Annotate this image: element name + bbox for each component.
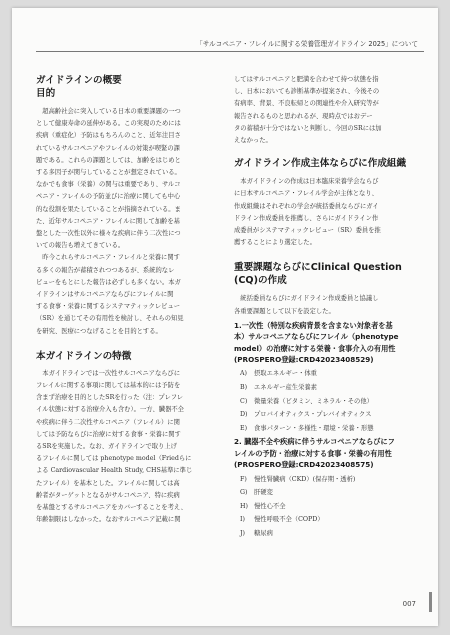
list-item-label: C) [240,397,248,405]
text-line: 題である。これらの課題としては、加齢をはじめと [36,156,181,164]
list-item [234,473,418,487]
cq-paragraph [234,293,418,317]
text-line: や疾病に伴う二次性サルコペニア（フレイル）に関 [36,418,180,426]
issue-heading-line: 1.一次性（特別な疾病背景を含まない対象者を基 [234,320,393,330]
continued-paragraph [234,74,418,147]
issue-2-list [234,473,418,541]
text-line: なかでも食事（栄養）の関与は重要であり、サルコ [36,181,181,189]
list-item-label: B) [240,384,248,392]
text-line: イドラインはサルコペニアならびにフレイルに関 [36,291,174,299]
text-line: た、近年サルコペニア・フレイルに関して加齢を基 [36,217,180,225]
text-line: 本ガイドラインの作成は日本臨床栄養学会ならび [240,178,379,186]
text-line: 超高齢社会に突入している日本の重要課題の一つ [42,108,181,115]
document-page [12,8,438,626]
text-line: いての報告も増えてきている。 [36,242,125,250]
text-line: する多因子が関与していることが想定されている。 [36,169,181,177]
issue-heading-line: (PROSPERO登録:CRD42023408529) [234,355,374,365]
list-item-text: 糖尿病 [254,530,273,538]
text-line: 作成組織はそれぞれの学会が統括委員ならびにガイ [234,202,379,210]
issue-1-list [234,367,418,435]
text-line: タの蓄積が十分ではないと判断し、今回のSRには加 [234,124,382,132]
text-line: 齢者がターゲットとなるがサルコペニア、特に疾病 [36,491,180,499]
issue-1-heading [234,320,418,366]
features-heading: 本ガイドラインの特徴 [36,350,132,362]
text-line: 疾病（重症化）予防はもちろんのこと、近年注目さ [36,132,181,140]
text-line: 統括委員ならびにガイドライン作成委員と協議し [240,295,379,303]
text-line: 本ガイドラインでは一次性サルコペニアならびに [42,369,181,377]
text-line: に日本サルコペニア・フレイル学会が主体となり、 [234,190,378,198]
list-item-text: 食事パターン・多様性・環境・栄養・形態 [254,424,374,432]
text-line: する食事・栄養に関するシステマティックレビュー [36,303,181,311]
right-column [234,74,418,541]
cq-heading-line: (CQ)の作成 [234,275,287,287]
list-item-text: 摂取エネルギー・体重 [254,370,317,378]
text-line: れているサルコペニアやフレイルの対策が喫緊の課 [36,144,180,152]
organization-paragraph [234,176,418,249]
text-line: を研究、医療につなげることを目的とする。 [36,327,162,335]
left-column [36,74,220,527]
text-line: 有病率、背景、不良転帰との関連性や介入研究等が [234,100,379,108]
list-item-label: A) [240,370,248,378]
overview-heading: ガイドラインの概要 [36,75,122,86]
text-line: （SR）を通じてその有用性を検討し、それらの知見 [36,315,184,323]
text-line: たフレイル）を基本とした。フレイルに関しては高 [36,479,180,487]
text-line: 報告されるものと思われるが、現時点ではおデー [234,112,373,120]
organization-heading: ガイドライン作成主体ならびに作成組織 [234,158,407,170]
list-item [234,381,418,395]
list-item-text: 慢性呼吸不全（COPD） [254,516,324,524]
text-line: 成委員がシステマティックレビュー（SR）委員を推 [234,227,381,235]
issue-heading-line: model）の治療に対する栄養・食事介入の有用性 [234,343,396,353]
page-number: 007 [402,600,416,608]
list-item [234,513,418,527]
features-paragraph [36,368,220,527]
list-item-label: J) [240,530,245,538]
list-item-label: D) [240,411,248,419]
list-item-label: G) [240,489,248,497]
issue-2-heading [234,436,418,470]
cq-heading [234,261,418,287]
text-line: ペニア・フレイルの予防並びに治療に関しても中心 [36,193,181,201]
list-item-label: E) [240,424,248,432]
header-rule [36,51,424,52]
text-line: し、日本においても診断基準が提案され、今後その [234,88,380,96]
list-item [234,367,418,381]
issue-heading-line: 本）サルコペニアならびにフレイル（phenotype [234,332,399,342]
text-line: よる Cardiovascular Health Study, CHS基準に準じ [36,467,193,475]
text-line: フレイルに関する事項に関しては基本的には予防を [36,382,181,390]
purpose-heading: 目的 [36,88,56,99]
text-line: 盤とした一次性以外に様々な疾病に伴う二次性につ [36,230,181,238]
list-item-text: エネルギー産生栄養素 [254,384,317,392]
text-line: を基盤とするサルコペニアをカバーすることを考え、 [36,504,187,512]
text-line: るフレイルに関しては phenotype model（Friedらに [36,455,192,463]
list-item-text: 微量栄養（ビタミン、ミネラル・その他） [254,397,373,405]
text-line: ドライン作成委員を推薦し、さらにガイドライン作 [234,214,379,222]
text-line: 含まず治療を目的としたSRを行った（注：プレフレ [36,394,184,402]
list-item-label: H) [240,502,248,510]
purpose-paragraph [36,106,220,252]
list-item [234,486,418,500]
list-item [234,500,418,514]
text-line: イル状態に対する治療介入も含む）。一方、臓器不全 [36,406,184,414]
text-line: 各重要課題として以下を設定した。 [234,307,335,315]
issue-heading-line: 2. 臓器不全や疾病に伴うサルコペニアならびにフ [234,437,395,447]
list-item-text: プロバイオティクス・プレバイオティクス [254,411,372,419]
issue-heading-line: (PROSPERO登録:CRD42023408575) [234,460,374,470]
text-line: るSRを実施した。なお、ガイドラインで取り上げ [36,443,177,451]
text-line: 昨今これらサルコペニア・フレイルと栄養に関す [42,254,180,262]
margin-marker [429,592,432,612]
text-line: してはサルコペニアと肥満を合わせて持つ状態を指 [234,76,379,83]
text-line: えなかった。 [234,137,272,145]
list-item-label: I) [240,516,245,524]
text-line: 薦することにより選定した。 [234,239,316,247]
list-item-text: 慢性腎臓病（CKD）(保存期・透析) [254,475,356,483]
list-item [234,408,418,422]
text-line: として健康寿命の延伸がある。この実現のためには [36,120,181,128]
text-line: 年齢制限はしなかった。なおサルコペニア記載に関 [36,516,181,524]
list-item-label: F) [240,475,247,483]
list-item [234,527,418,541]
list-item-text: 肝硬変 [254,489,273,497]
cq-heading-line: 重要課題ならびにClinical Question [234,262,402,274]
issue-heading-line: レイルの予防・治療に対する食事・栄養の有用性 [234,448,392,458]
text-line: 的な役割を果たしていることが指摘されている。ま [36,205,181,213]
list-item [234,422,418,436]
text-line: ビューをもとにした報告は必ずしも多くない。本ガ [36,278,181,286]
text-line: る多くの報告が蓄積されつつあるが、系統的なレ [36,266,175,274]
running-header: 「サルコペニア・フレイルに関する栄養管理ガイドライン 2025」について [196,40,418,48]
purpose-paragraph-2 [36,252,220,337]
text-line: しては予防ならびに治療に対する食事・栄養に関す [36,430,181,438]
list-item [234,395,418,409]
list-item-text: 慢性心不全 [254,502,286,510]
